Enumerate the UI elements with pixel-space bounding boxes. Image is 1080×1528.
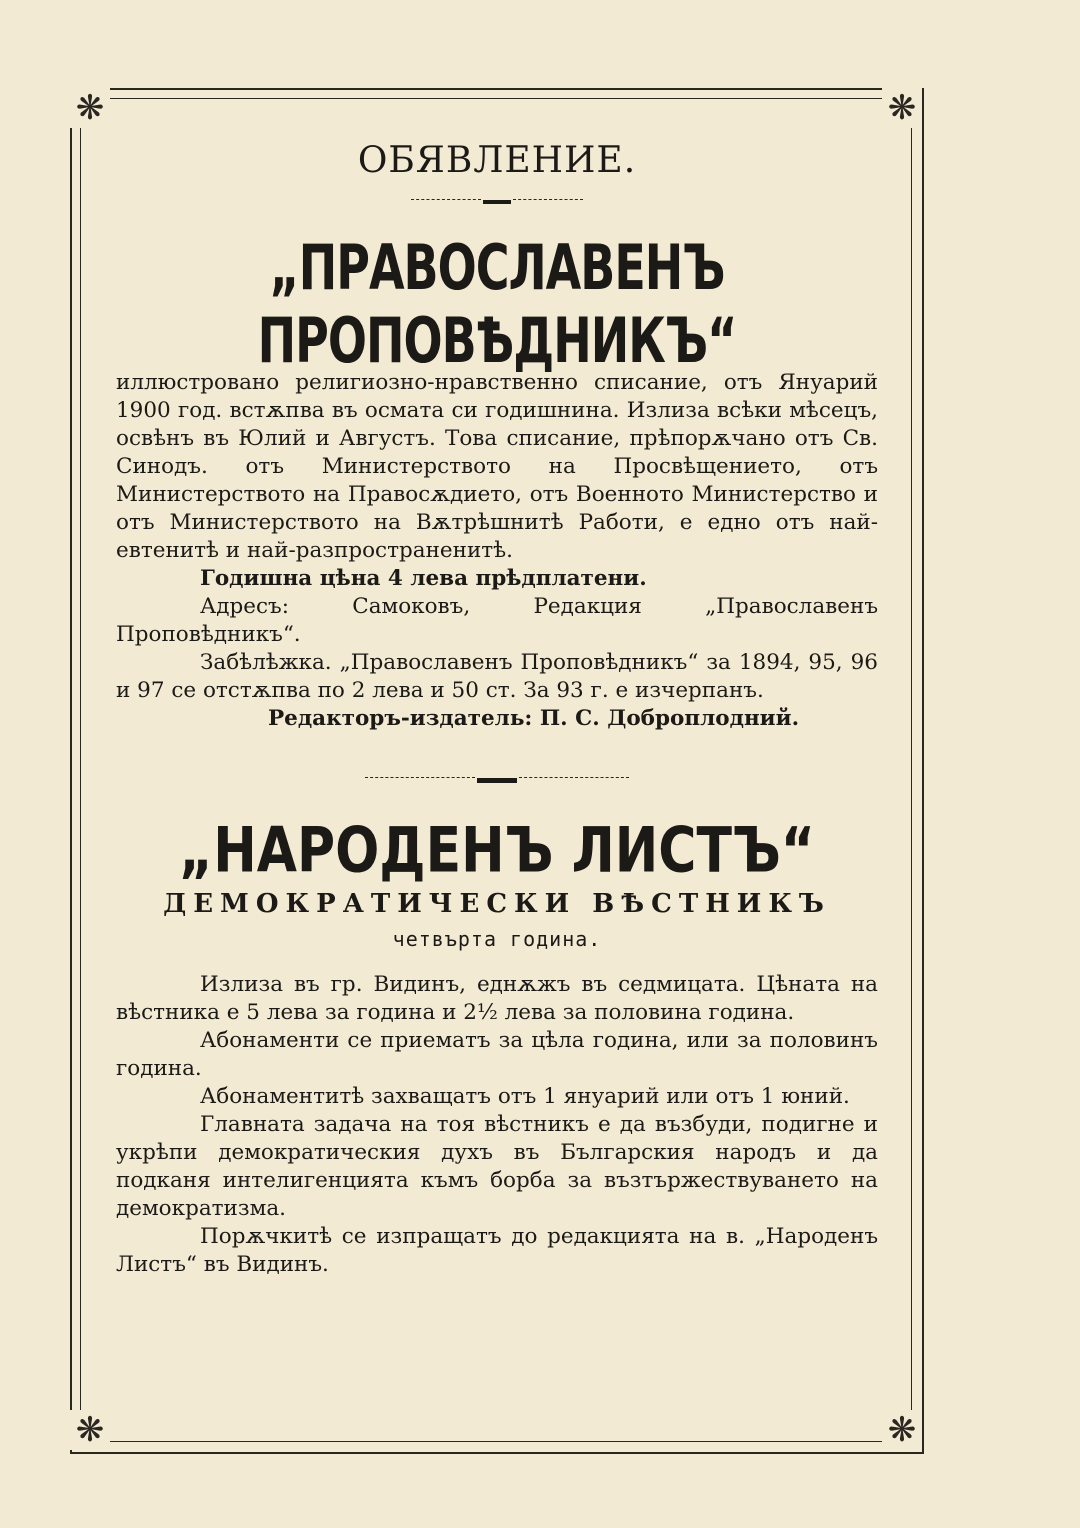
ornament-divider bbox=[116, 195, 878, 209]
page-content bbox=[116, 130, 878, 1279]
corner-ornament-icon: ❋ bbox=[70, 1410, 110, 1450]
newspaper-paragraph: Абонаментитѣ захващатъ отъ 1 януарий или отъ 1 юний. bbox=[200, 1084, 850, 1109]
newspaper-title: „НАРОДЕНЪ ЛИСТЪ“ bbox=[179, 815, 815, 887]
magazine-intro: иллюстровано религиозно-нравственно списание, отъ Януарий 1900 год. встѫпва въ осмата си годишнина. Излиза всѣки мѣсецъ, освѣнъ въ Юлий и Августъ. Това списание, прѣпорѫчано отъ Св. Синодъ. отъ Министерството на Просвѣщението, отъ Министерството на Правосѫдието, отъ Военното Министерство и отъ Министерството на Вѫтрѣшнитѣ Работи, е едно отъ най-евтенитѣ и най-разпространенитѣ. bbox=[116, 370, 878, 563]
magazine-address: Адресъ: Самоковъ, Редакция „Православенъ Проповѣдникъ“. bbox=[116, 594, 878, 647]
magazine-note: Забѣлѣжка. „Православенъ Проповѣдникъ“ за 1894, 95, 96 и 97 се отстѫпва по 2 лева и 50 ст. За 93 г. е изчерпанъ. bbox=[116, 650, 878, 703]
announcement-heading: ОБЯВЛЕНИЕ. bbox=[357, 140, 637, 181]
magazine-title: „ПРАВОСЛАВЕНЪ ПРОПОВѢДНИКЪ“ bbox=[257, 231, 737, 377]
newspaper-subtitle: ДЕМОКРАТИЧЕСКИ ВѢСТНИКЪ bbox=[163, 889, 831, 919]
newspaper-year: четвърта година. bbox=[392, 927, 602, 951]
corner-ornament-icon: ❋ bbox=[70, 88, 110, 128]
newspaper-paragraph: Порѫчкитѣ се изпращатъ до редакцията на в. „Народенъ Листъ“ въ Видинъ. bbox=[116, 1224, 878, 1277]
newspaper-paragraph: Главната задача на тоя вѣстникъ е да възбуди, подигне и укрѣпи демократическия духъ въ Българския народъ и да подканя интелигенцията къмъ борба за възтържествуването на демократизма. bbox=[116, 1112, 878, 1221]
magazine-editor: Редакторъ-издатель: П. С. Доброплодний. bbox=[268, 706, 800, 731]
corner-ornament-icon: ❋ bbox=[882, 1410, 922, 1450]
newspaper-paragraph: Излиза въ гр. Видинъ, еднѫжъ въ седмицата. Цѣната на вѣстника е 5 лева за година и 2½ лева за половина година. bbox=[116, 972, 878, 1025]
newspaper-paragraph: Абонаменти се приематъ за цѣла година, или за половинъ година. bbox=[116, 1028, 878, 1081]
magazine-price: Годишна цѣна 4 лева прѣдплатени. bbox=[200, 566, 647, 591]
corner-ornament-icon: ❋ bbox=[882, 88, 922, 128]
ornament-divider bbox=[116, 773, 878, 787]
